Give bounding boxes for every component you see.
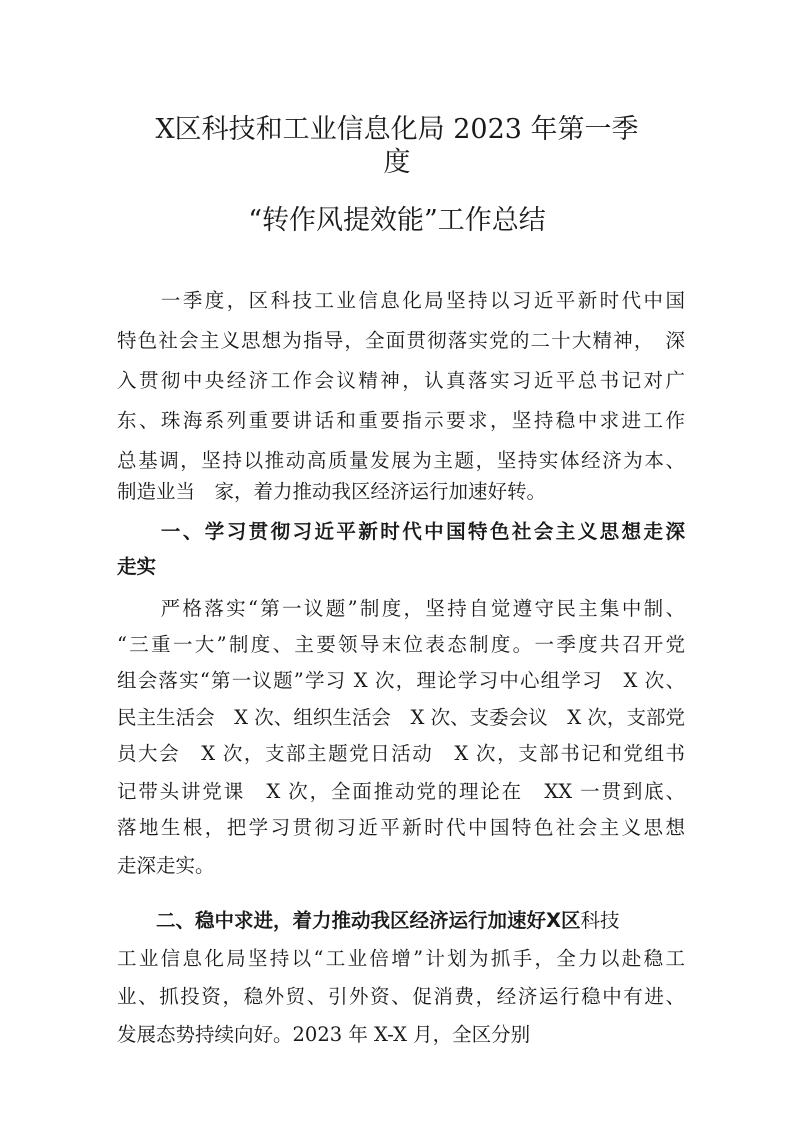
section-2-first-line: [117, 906, 685, 936]
intro-line: 制造业当 家，着力推动我区经济运行加速好转。: [117, 480, 547, 503]
section-1-line: “三重一大”制度、主要领导末位表态制度。一季度共召开党: [117, 633, 685, 656]
section-2-heading-tail: 科技: [580, 909, 620, 932]
section-1-heading: 一、学习贯彻习近平新时代中国特色社会主义思想走深: [117, 520, 685, 543]
intro-line: 东、珠海系列重要讲话和重要指示要求，坚持稳中求进工作: [117, 409, 685, 432]
section-1-line: 记带头讲党课 X 次，全面推动党的理论在 XX 一贯到底、: [117, 780, 685, 803]
title-line-3: “转作风提效能”工作总结: [248, 205, 546, 236]
intro-line: 特色社会主义思想为指导，全面贯彻落实党的二十大精神， 深: [117, 329, 685, 352]
section-2-heading: 二、稳中求进，着力推动我区经济运行加速好X区: [117, 909, 581, 932]
section-2-line: 工业信息化局坚持以“工业倍增”计划为抓手，全力以赴稳工: [117, 947, 685, 970]
section-1-line: 民主生活会 X 次、组织生活会 X 次、支委会议 X 次，支部党: [117, 706, 685, 729]
section-1-line: 走深走实。: [117, 854, 215, 877]
intro-line: 总基调，坚持以推动高质量发展为主题，坚持实体经济为本、: [117, 449, 685, 472]
section-1-line: 严格落实“第一议题”制度，坚持自觉遵守民主集中制、: [117, 597, 685, 620]
section-1-line: 落地生根，把学习贯彻习近平新时代中国特色社会主义思想: [117, 816, 685, 839]
section-1-line: 员大会 X 次，支部主题党日活动 X 次，支部书记和党组书: [117, 742, 685, 765]
section-2-line: 业、抓投资，稳外贸、引外资、促消费，经济运行稳中有进、: [117, 985, 685, 1008]
intro-line: 一季度，区科技工业信息化局坚持以习近平新时代中国: [117, 289, 685, 312]
section-1-heading-cont: 走实: [117, 555, 157, 578]
section-1-line: 组会落实“第一议题”学习 X 次，理论学习中心组学习 X 次、: [117, 669, 685, 692]
intro-line: 入贯彻中央经济工作会议精神，认真落实习近平总书记对广: [117, 369, 685, 392]
section-2-line: 发展态势持续向好。2023 年 X-X 月，全区分别: [117, 1023, 531, 1046]
title-line-1: X区科技和工业信息化局 2023 年第一季: [155, 114, 639, 145]
title-line-2: 度: [383, 147, 411, 178]
